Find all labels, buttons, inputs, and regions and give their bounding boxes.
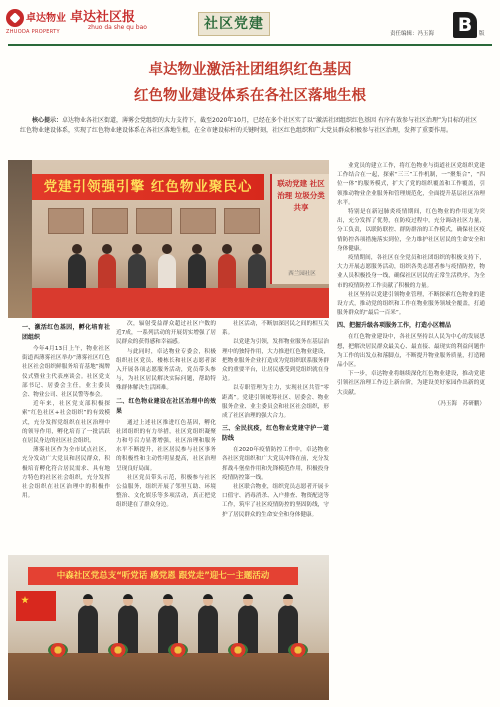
article-column-2 <box>116 320 216 550</box>
paragraph: 下一步，卓达物业将继续深化红色物业建设，推动党建引领社区治理工作迈上新台阶，为建设美好家园作出新的更大贡献。 <box>337 371 485 396</box>
logo-english: ZHUODA PROPERTY <box>6 29 60 35</box>
paragraph: 以专职管理为主力，实现社区共管“零距离”。党建引领统筹社区、居委会、物业服务企业、业主委员会和社区社会组织，形成了社区治理的强大合力。 <box>222 385 329 420</box>
wall-picture <box>48 208 84 234</box>
photo-table <box>32 288 329 318</box>
article-headline <box>0 60 500 106</box>
paragraph: 近年来，社区党支部积极探索“红色社区+社会组织”的有效模式，充分发挥党组织在社区治理中的领导作用，孵化培育了一批活跃在居民身边的社区社会组织。 <box>22 401 110 445</box>
paragraph: 社区坚持以党建引领物业管理，不断探索红色物业的建设方式，推动党的组织和工作在物业服务领域全覆盖，打通服务群众的“最后一百米”。 <box>337 291 485 317</box>
wall-picture <box>224 208 260 234</box>
logo-text: 卓达物业 <box>26 13 66 24</box>
masthead <box>0 0 500 46</box>
section-heading-4: 四、把握升级各项服务工作，打造小区精品 <box>337 322 452 330</box>
bottom-photo <box>8 555 329 700</box>
display-board-caption: 西兰园社区 <box>288 271 316 277</box>
paragraph: 社区党员带头示范，积极参与社区公益服务，组织开展了邻里互助、环境整治、文化娱乐等多项活动，真正把党组织建在了群众身边。 <box>116 474 216 509</box>
paragraph: 在2020年疫情防控工作中，卓达物业各社区党组织和广大党员冲锋在前，充分发挥战斗堡垒作用和先锋模范作用，积极投身疫情防控第一线。 <box>222 447 329 481</box>
paragraph: 特别是在新冠肺炎疫情期间，红色物业的作用更为突出，充分发挥了优势，在防疫过程中，充分调动社区力量，分工负责，以联防联控、群防群治的工作模式，确保社区疫情防控各项措施落实到位，全力维护社区居民的生命安全和身体健康。 <box>337 209 485 252</box>
page-unit: 版 <box>479 31 485 37</box>
section-heading-3: 三、全民抗疫，红色物业党建守护一道防线 <box>222 425 329 443</box>
header-divider <box>8 44 492 46</box>
section-title: 社区党建 <box>204 16 264 32</box>
flower-icon <box>168 643 188 657</box>
section-heading-1: 一、激活红色基因，孵化培育社团组织 <box>22 324 110 341</box>
author-signature: （冯玉海 苏研鹏） <box>434 400 485 407</box>
photo-person <box>198 605 218 655</box>
paragraph: 今年4月13日上午，物业社区街道西薄雾社区举办“薄雾社区红色社区社会组织鲜服务培育基地”揭牌仪式暨业主代表座谈会。社区党支部书记、居委会主任，业主委员会、物业公司、社区民警等参会。 <box>22 346 110 399</box>
photo-table <box>8 653 329 700</box>
section-banner <box>198 12 270 36</box>
flower-icon <box>228 643 248 657</box>
flower-icon <box>48 643 68 657</box>
summary-label: 核心提示： <box>32 117 63 124</box>
photo-wall <box>8 160 32 318</box>
photo-banner <box>32 174 264 200</box>
paragraph: 业党员的建立工作，将红色物业与街道社区党组织党建工作结合在一起，探索“三三”工作机制，一“聚集合”，“四位一体”的服务模式，扩大了党的组织覆盖和工作覆盖，引领推动物业企业服务和管理规范化，全面提升基层社区治理水平。 <box>337 163 485 206</box>
headline-line-2: 红色物业建设体系在各社区落地生根 <box>134 87 366 104</box>
display-board-text: 联动党建 社区治理 垃圾分类 共享 <box>277 179 325 212</box>
photo-banner <box>28 567 298 585</box>
wall-picture <box>136 208 172 234</box>
paragraph: 社区联合物业，组织党员志愿者开展卡口值守、消毒消杀、入户排查、物资配送等工作，筑牢了社区疫情防控的坚固防线，守护了居民群众的生命安全和身体健康。 <box>222 484 329 518</box>
flag-icon <box>16 591 56 621</box>
page-letter: B <box>453 12 477 38</box>
paragraph: 通过上述社区推进红色基因，孵化社团组织的有力举措，社区党组织凝聚力和号召力显著增强，社区治理和服务水平不断提升，社区居民参与社区事务的积极性和主动性明显提高，社区治理呈现良好局面。 <box>116 419 216 472</box>
article-column-3 <box>222 320 329 550</box>
photo-banner-text: 中森社区党总支“听党话 感党恩 跟党走”迎七一主题活动 <box>56 571 270 581</box>
photo-banner-text: 党建引领强引擎 红色物业聚民心 <box>43 179 253 195</box>
article-column-4 <box>337 162 485 707</box>
paragraph: 在红色物业建设中，各社区坚持以人民为中心的发展思想，把解决居民群众最关心、最直接、最现实的利益问题作为工作的出发点和落脚点，不断提升物业服务质量，打造精品小区。 <box>337 334 485 369</box>
section-heading-2: 二、红色物业建设在社区治理中的效果 <box>116 397 216 415</box>
newspaper-title: 卓达社区报 <box>70 10 136 25</box>
flower-icon <box>288 643 308 657</box>
headline-line-1: 卓达物业激活社团组织红色基因 <box>148 61 352 78</box>
summary-paragraph <box>20 116 480 136</box>
paragraph: 社区活动，不断加深居民之间的相互关系。 <box>222 321 329 337</box>
paragraph: 与此同时，卓达物业专委会，积极组织社区党员、楼栋长和社区志愿者深入开展各项志愿服务活动，党员带头参与，为社区居民解决实际问题，帮助特殊群体解决生活困难。 <box>116 348 216 392</box>
photo-wall-pictures <box>48 208 258 248</box>
newspaper-pinyin: zhuo da she qu bao <box>88 24 147 31</box>
flower-icon <box>108 643 128 657</box>
paragraph: 次，辐射受益群众超过社区户数的近7成，一系列活动的开展切实增强了居民群众的获得感和幸福感。 <box>116 321 216 346</box>
photo-display-board <box>270 174 329 284</box>
paragraph: 疫情期间，各社区在全党员和社团组织的积极支持下，大力开展志愿服务活动，组织各类志愿者参与疫情防控，物业人员积极投身一线，确保社区居民的正常生活秩序，为全市的疫情防控工作贡献了积极的力量。 <box>337 255 485 289</box>
wall-picture <box>180 208 216 234</box>
company-logo <box>6 7 66 37</box>
photo-person <box>78 605 98 655</box>
summary-text: 卓达物业各社区街道，薄雾会党组织的大力支持下，截至2020年10月，已经在多个社区实了以“激活社团组织红色基因 有序有效参与社区治理”为目标的社区红色物业建设体系，实现了红色物业建设体系在各社区落地生根，在全市建设标杆的关键时刻，社区红色组织和广大党员群众积极参与社区治理，发挥了重要作用。 <box>20 117 478 134</box>
logo-icon <box>6 9 24 27</box>
wall-picture <box>92 208 128 234</box>
editor-info: 责任编辑：冯玉海 <box>390 31 435 37</box>
main-photo <box>8 160 329 318</box>
paragraph: 薄雾社区作为全市试点社区，充分发动广大党员和居民群众，积极培育孵化符合居民需求、具有地方特色的社区社会组织，充分发挥社会组织在社区治理中的积极作用。 <box>22 447 110 500</box>
newspaper-name <box>70 6 170 38</box>
article-column-1 <box>22 320 110 550</box>
paragraph: 以党建为引领，发挥物业服务在基层治理中的独特作用，大力推进红色物业建设，把物业服务企业打造成为党组织联系服务群众的重要平台，让居民感受到党组织就在身边。 <box>222 339 329 383</box>
